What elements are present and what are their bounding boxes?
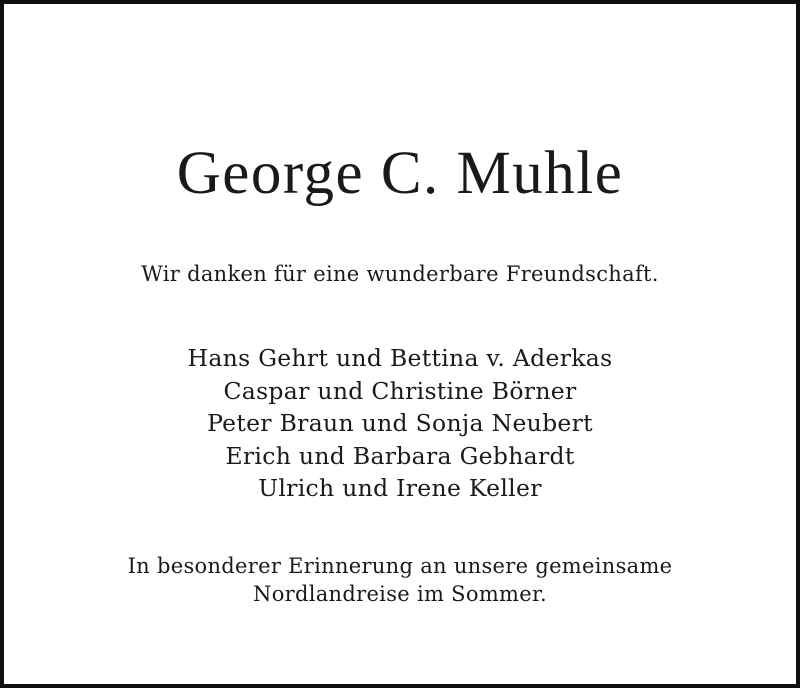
deceased-name: George C. Muhle [176,140,624,207]
thanks-line: Wir danken für eine wunderbare Freundschaft. [141,262,659,286]
memory-line: Nordlandreise im Sommer. [253,582,547,606]
signer-line: Erich und Barbara Gebhardt [225,441,575,470]
signer-line: Ulrich und Irene Keller [258,474,542,502]
signer-line: Hans Gehrt und Bettina v. Aderkas [187,344,613,372]
signer-line: Peter Braun und Sonja Neubert [207,409,593,437]
memory-note [4,552,796,608]
signer-line: Caspar und Christine Börner [223,376,577,405]
signer-list [4,342,796,505]
memory-line: In besonderer Erinnerung an unsere gemeinsame [127,554,673,578]
